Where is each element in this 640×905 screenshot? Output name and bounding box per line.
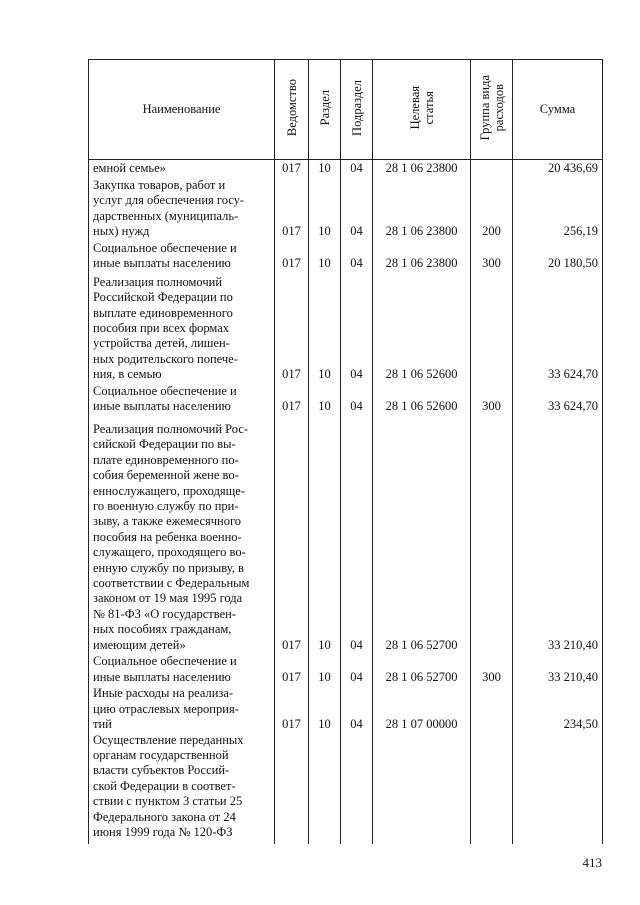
row-group: 300 [471, 240, 513, 272]
row-dept: 017 [275, 653, 309, 685]
row-sum: 33 210,40 [513, 415, 603, 654]
row-name: Социальное обеспечение и иные выплаты населению [89, 383, 275, 415]
header-group [471, 60, 513, 160]
row-target: 28 1 06 52600 [373, 271, 471, 382]
row-subsection: 04 [341, 176, 373, 240]
row-sum: 256,19 [513, 176, 603, 240]
row-group: 200 [471, 176, 513, 240]
row-group [471, 415, 513, 654]
row-name: Реализация полномочий Российской Федерации по выплате единовременного пособия при всех формах устройства детей, лишен- ных родительского попече- ния, в семью [89, 271, 275, 382]
row-sum: 234,50 [513, 685, 603, 733]
row-section [309, 733, 341, 844]
row-name: Закупка товаров, работ и услуг для обеспечения госу- дарственных (муниципаль- ных) нужд [89, 176, 275, 240]
table-header [89, 60, 603, 160]
row-target: 28 1 06 23800 [373, 176, 471, 240]
row-target [373, 733, 471, 844]
row-name: Осуществление переданных органам государственной власти субъектов Россий- ской Федерации в соответ- ствии с пунктом 3 статьи 25 Федерального закона от 24 июня 1999 года № 120-ФЗ [89, 733, 275, 844]
row-sum: 33 624,70 [513, 383, 603, 415]
row-section: 10 [309, 240, 341, 272]
row-target: 28 1 06 52600 [373, 383, 471, 415]
header-sum-label: Сумма [539, 102, 576, 116]
row-dept [275, 733, 309, 844]
table-row [89, 271, 603, 382]
row-name: Реализация полномочий Рос- сийской Федерации по вы- плате единовременного по- собия беременной жене во- еннослужащего, проходяще- го военную службу по при- зыву, а также ежемесячного пособия на ребенка военно- служащего, проходящего во- енную службу по призыву, в соответствии с Федеральным законом от 19 мая 1995 года № 81-ФЗ «О государствен- ных пособиях гражданам, имеющим детей» [89, 415, 275, 654]
row-dept: 017 [275, 383, 309, 415]
header-section [309, 60, 341, 160]
row-subsection: 04 [341, 240, 373, 272]
table-row [89, 415, 603, 654]
table-row [89, 685, 603, 733]
row-section: 10 [309, 685, 341, 733]
row-section: 10 [309, 176, 341, 240]
row-group: 300 [471, 383, 513, 415]
header-subsection [341, 60, 373, 160]
row-sum: 33 624,70 [513, 271, 603, 382]
table-row [89, 240, 603, 272]
row-sum: 20 436,69 [513, 160, 603, 176]
header-subsection-label: Подраздел [349, 79, 364, 136]
row-subsection [341, 733, 373, 844]
row-sum: 20 180,50 [513, 240, 603, 272]
table-row [89, 383, 603, 415]
row-dept: 017 [275, 240, 309, 272]
row-target: 28 1 06 52700 [373, 653, 471, 685]
table-row [89, 733, 603, 844]
row-group [471, 685, 513, 733]
page-number: 413 [582, 855, 602, 870]
row-section: 10 [309, 160, 341, 176]
header-dept [275, 60, 309, 160]
table-row [89, 653, 603, 685]
header-name-label: Наименование [142, 102, 221, 116]
row-section: 10 [309, 415, 341, 654]
header-dept-label: Ведомство [284, 78, 299, 137]
row-group [471, 271, 513, 382]
row-group: 300 [471, 653, 513, 685]
row-name: Социальное обеспечение и иные выплаты населению [89, 240, 275, 272]
row-dept: 017 [275, 176, 309, 240]
row-dept: 017 [275, 160, 309, 176]
row-subsection: 04 [341, 415, 373, 654]
row-target: 28 1 07 00000 [373, 685, 471, 733]
budget-table [88, 59, 603, 844]
row-dept: 017 [275, 415, 309, 654]
header-target [373, 60, 471, 160]
row-subsection: 04 [341, 160, 373, 176]
row-section: 10 [309, 653, 341, 685]
header-section-label: Раздел [317, 89, 332, 126]
row-dept: 017 [275, 271, 309, 382]
row-sum [513, 733, 603, 844]
row-group [471, 733, 513, 844]
table-row [89, 176, 603, 240]
row-subsection: 04 [341, 383, 373, 415]
header-sum [513, 60, 603, 160]
row-section: 10 [309, 271, 341, 382]
row-section: 10 [309, 383, 341, 415]
row-target: 28 1 06 23800 [373, 160, 471, 176]
row-sum: 33 210,40 [513, 653, 603, 685]
row-subsection: 04 [341, 271, 373, 382]
header-name [89, 60, 275, 160]
table-row [89, 160, 603, 176]
header-target-label: Целевая статья [407, 85, 436, 130]
row-group [471, 160, 513, 176]
row-subsection: 04 [341, 685, 373, 733]
row-name: Социальное обеспечение и иные выплаты населению [89, 653, 275, 685]
table-body [89, 160, 603, 845]
row-target: 28 1 06 23800 [373, 240, 471, 272]
row-name: емной семье» [89, 160, 275, 176]
row-dept: 017 [275, 685, 309, 733]
row-target: 28 1 06 52700 [373, 415, 471, 654]
row-subsection: 04 [341, 653, 373, 685]
row-name: Иные расходы на реализа- цию отраслевых мероприя- тий [89, 685, 275, 733]
header-group-label: Группа вида расходов [477, 74, 506, 141]
